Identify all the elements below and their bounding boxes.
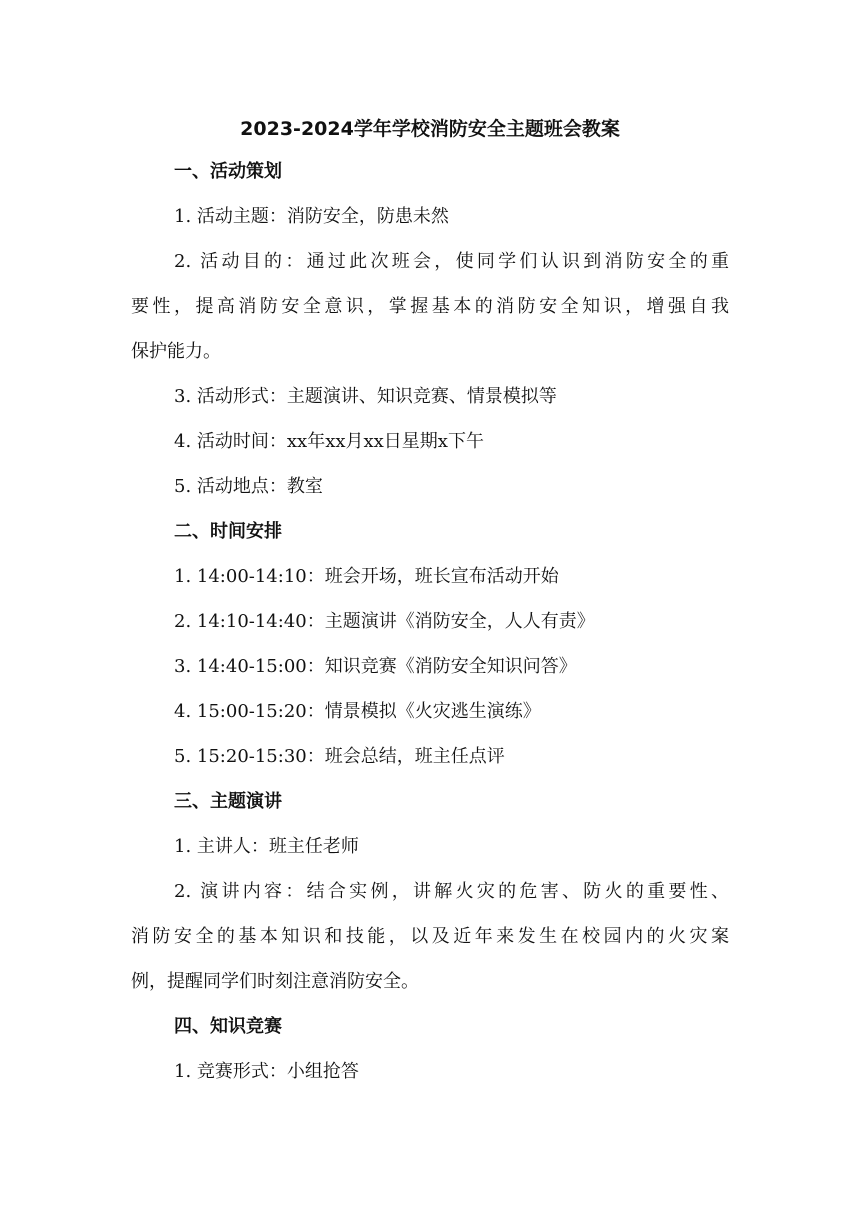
list-item: 2. 14:10-14:40：主题演讲《消防安全，人人有责》 — [174, 611, 595, 632]
list-item: 1. 活动主题：消防安全，防患未然 — [174, 206, 449, 227]
paragraph-line: 要性，提高消防安全意识，掌握基本的消防安全知识，增强自我 — [131, 296, 729, 317]
list-item: 1. 主讲人：班主任老师 — [174, 836, 359, 857]
list-item: 5. 活动地点：教室 — [174, 476, 323, 497]
list-item: 4. 15:00-15:20：情景模拟《火灾逃生演练》 — [174, 701, 541, 722]
list-item: 3. 14:40-15:00：知识竞赛《消防安全知识问答》 — [174, 656, 577, 677]
list-item: 5. 15:20-15:30：班会总结，班主任点评 — [174, 746, 505, 767]
list-item: 4. 活动时间：xx年xx月xx日星期x下午 — [174, 431, 484, 452]
section-heading-schedule: 二、时间安排 — [174, 521, 282, 542]
document-title: 2023-2024学年学校消防安全主题班会教案 — [240, 118, 620, 140]
list-item: 3. 活动形式：主题演讲、知识竞赛、情景模拟等 — [174, 386, 557, 407]
paragraph-line: 例，提醒同学们时刻注意消防安全。 — [131, 971, 419, 992]
list-item: 1. 14:00-14:10：班会开场，班长宣布活动开始 — [174, 566, 559, 587]
list-item: 1. 竞赛形式：小组抢答 — [174, 1061, 359, 1082]
paragraph-line: 保护能力。 — [131, 341, 221, 362]
section-heading-quiz: 四、知识竞赛 — [174, 1016, 282, 1037]
list-item: 2. 演讲内容：结合实例，讲解火灾的危害、防火的重要性、 — [174, 881, 729, 902]
list-item: 2. 活动目的：通过此次班会，使同学们认识到消防安全的重 — [174, 251, 729, 272]
paragraph-line: 消防安全的基本知识和技能，以及近年来发生在校园内的火灾案 — [131, 926, 729, 947]
section-heading-keynote: 三、主题演讲 — [174, 791, 282, 812]
section-heading-activity-plan: 一、活动策划 — [174, 161, 282, 182]
